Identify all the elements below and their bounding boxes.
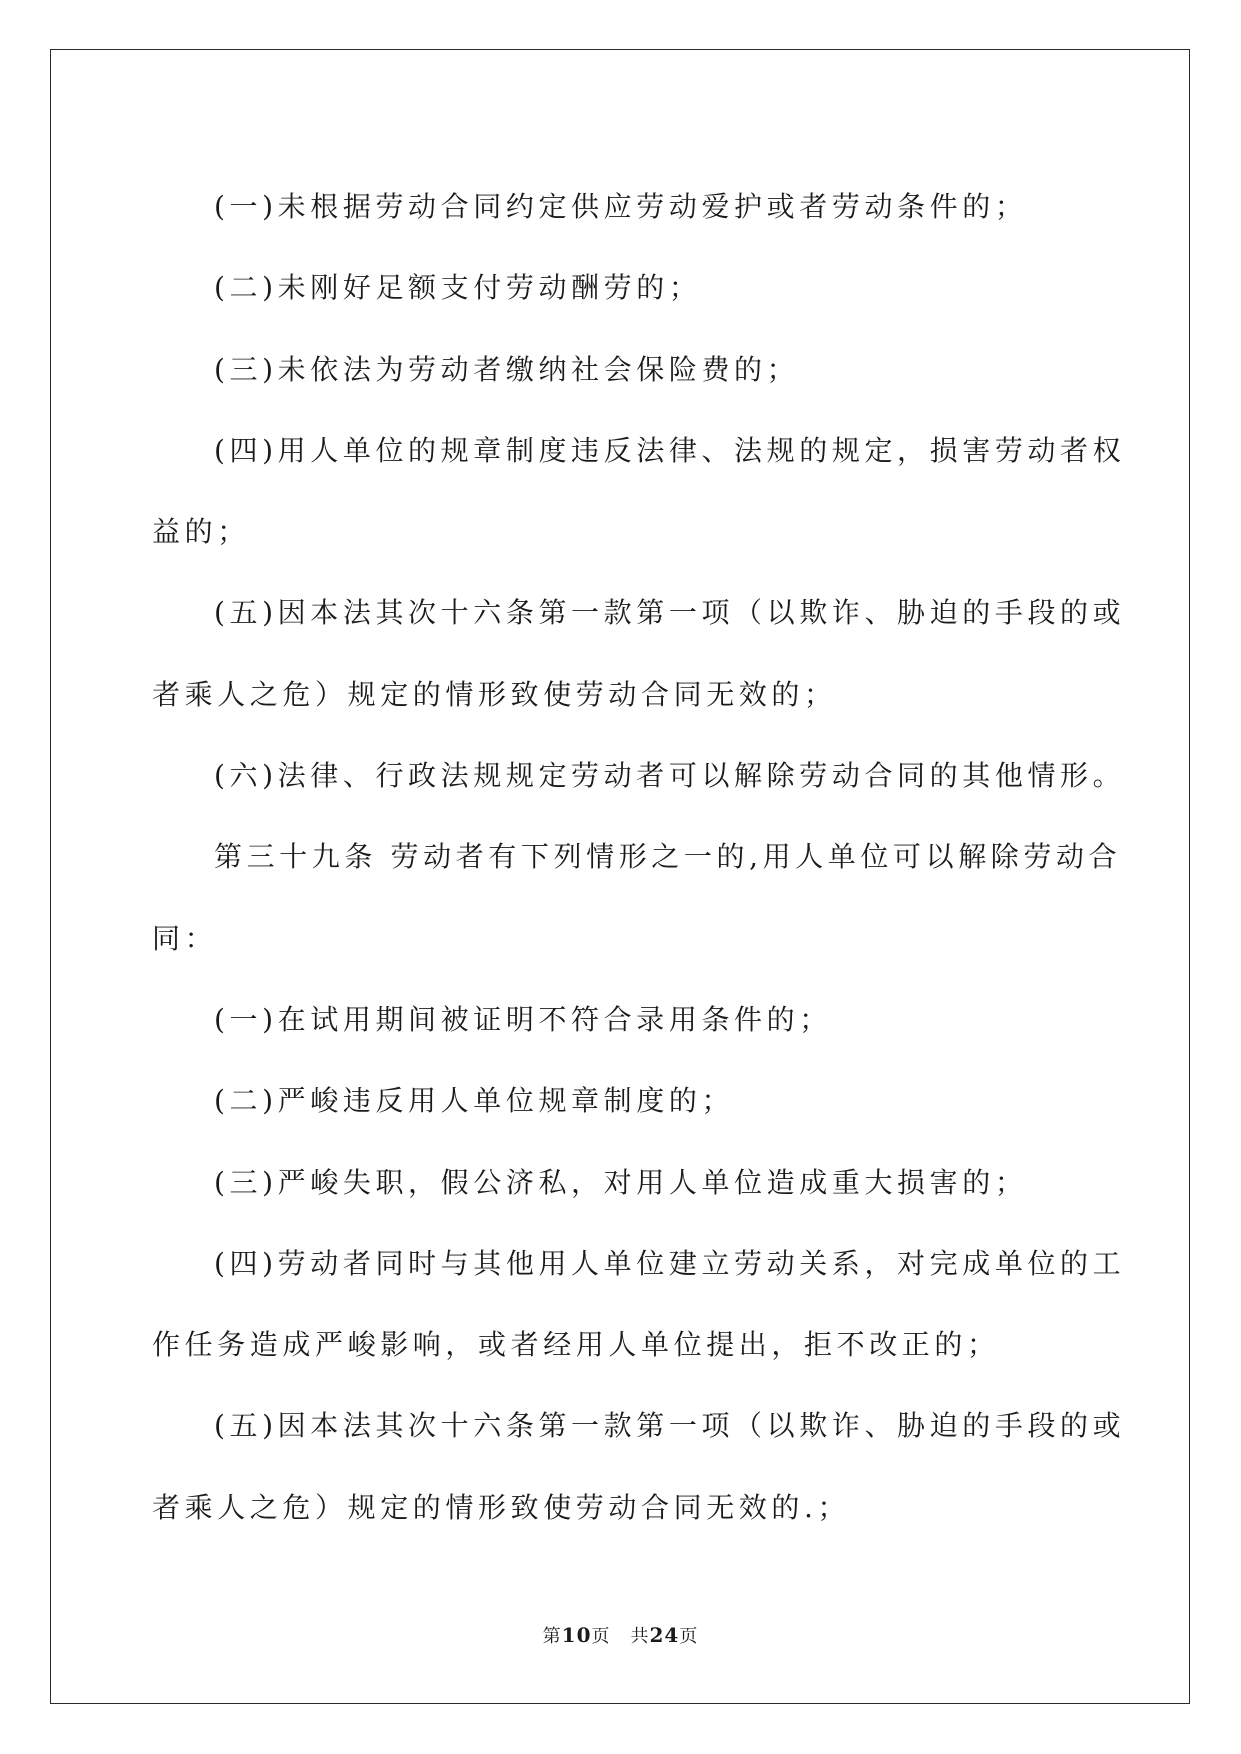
paragraph-continuation-line: 者乘人之危）规定的情形致使劳动合同无效的； <box>152 677 837 711</box>
paragraph-line: (三)未依法为劳动者缴纳社会保险费的； <box>214 352 800 386</box>
page-prefix: 第 <box>542 1626 562 1647</box>
page-suffix: 页 <box>591 1626 611 1647</box>
total-suffix: 页 <box>679 1626 699 1647</box>
paragraph-line: (六)法律、行政法规规定劳动者可以解除劳动合同的其他情形。 <box>214 759 1126 793</box>
current-page-number: 10 <box>561 1623 592 1647</box>
paragraph-continuation-line: 同： <box>152 921 218 955</box>
paragraph-line: (三)严峻失职，假公济私，对用人单位造成重大损害的； <box>214 1165 1028 1199</box>
paragraph-line: (四)用人单位的规章制度违反法律、法规的规定，损害劳动者权 <box>214 433 1126 467</box>
total-prefix: 共 <box>630 1626 650 1647</box>
paragraph-continuation-line: 益的； <box>152 515 250 549</box>
paragraph-line: (五)因本法其次十六条第一款第一项（以欺诈、胁迫的手段的或 <box>214 596 1126 630</box>
paragraph-line: (一)未根据劳动合同约定供应劳动爱护或者劳动条件的； <box>214 190 1028 223</box>
total-page-number: 24 <box>649 1623 680 1647</box>
paragraph-continuation-line: 者乘人之危）规定的情形致使劳动合同无效的.； <box>152 1490 851 1524</box>
paragraph-line: (五)因本法其次十六条第一款第一项（以欺诈、胁迫的手段的或 <box>214 1409 1126 1443</box>
paragraph-line: (四)劳动者同时与其他用人单位建立劳动关系，对完成单位的工 <box>214 1246 1126 1280</box>
paragraph-continuation-line: 作任务造成严峻影响，或者经用人单位提出，拒不改正的； <box>152 1328 1000 1362</box>
paragraph-line: (二)严峻违反用人单位规章制度的； <box>214 1084 735 1118</box>
paragraph-line: 第三十九条 劳动者有下列情形之一的,用人单位可以解除劳动合 <box>214 840 1122 874</box>
document-body <box>152 166 1126 1548</box>
paragraph-line: (二)未刚好足额支付劳动酬劳的； <box>214 271 702 305</box>
paragraph-line: (一)在试用期间被证明不符合录用条件的； <box>214 1002 832 1036</box>
page-footer <box>0 1622 1241 1648</box>
